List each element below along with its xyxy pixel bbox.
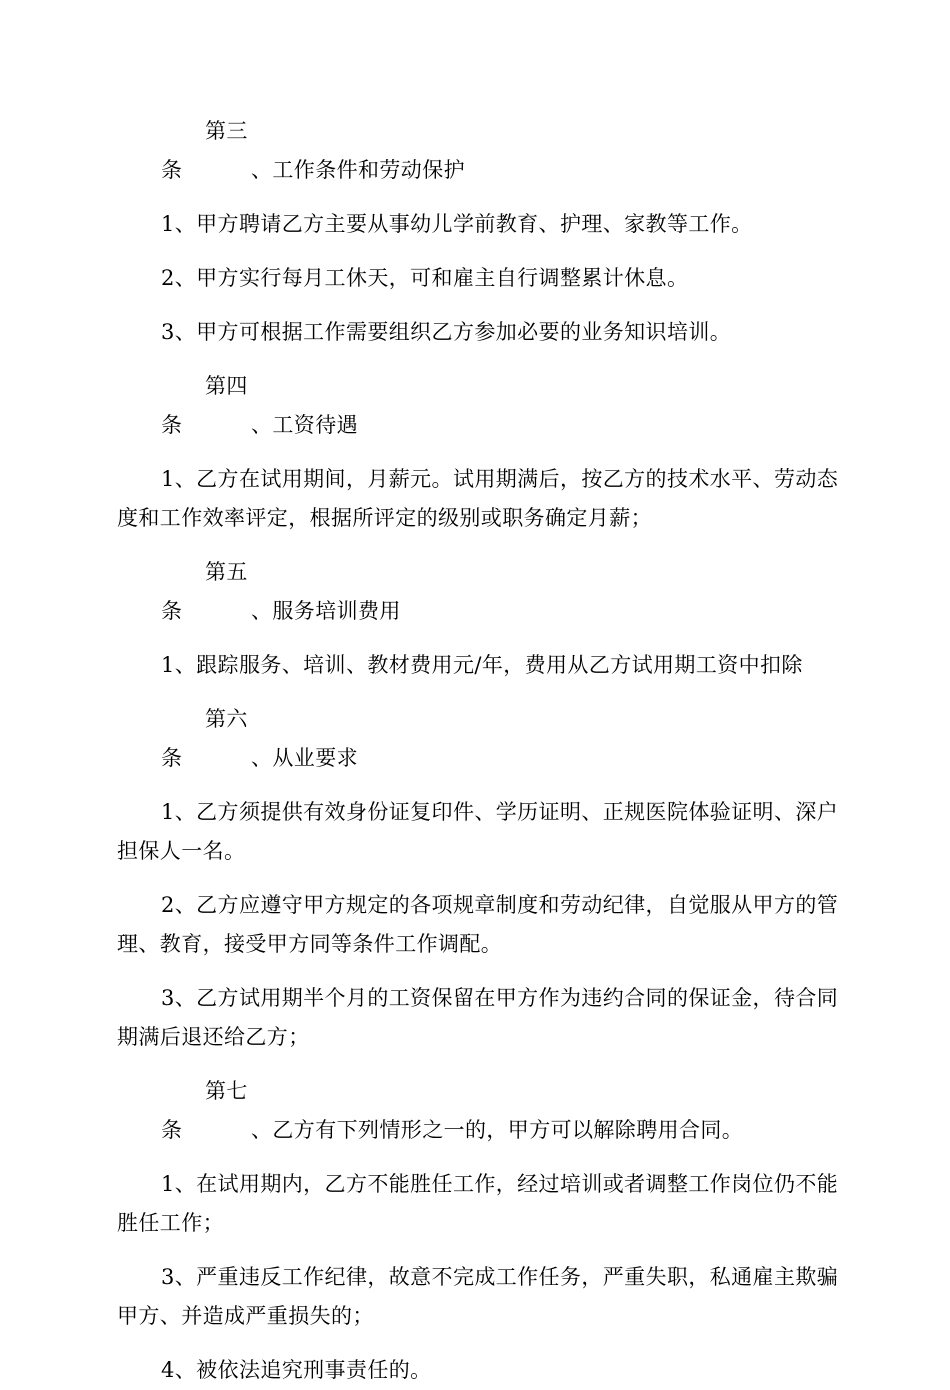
- article-7-heading: [117, 1072, 839, 1150]
- paragraph: 1、甲方聘请乙方主要从事幼儿学前教育、护理、家教等工作。: [161, 212, 753, 236]
- paragraph: 2、甲方实行每月工休天，可和雇主自行调整累计休息。: [161, 266, 689, 290]
- paragraph: 3、甲方可根据工作需要组织乙方参加必要的业务知识培训。: [161, 320, 732, 344]
- paragraph: 3、严重违反工作纪律，故意不完成工作任务，严重失职，私通雇主欺骗甲方、并造成严重损失的；: [117, 1265, 839, 1328]
- article-number: 第七条: [161, 1079, 248, 1142]
- paragraph: 1、跟踪服务、培训、教材费用元/年，费用从乙方试用期工资中扣除: [161, 653, 803, 677]
- paragraph: 2、乙方应遵守甲方规定的各项规章制度和劳动纪律，自觉服从甲方的管理、教育，接受甲方同等条件工作调配。: [117, 893, 839, 956]
- article-title: 、服务培训费用: [251, 599, 401, 623]
- article-title: 、从业要求: [251, 746, 358, 770]
- article-number: 第六条: [161, 707, 248, 770]
- article-5-heading: [117, 553, 839, 631]
- article-title: 、工资待遇: [251, 413, 358, 437]
- paragraph: 1、乙方在试用期间，月薪元。试用期满后，按乙方的技术水平、劳动态度和工作效率评定，根据所评定的级别或职务确定月薪；: [117, 467, 839, 530]
- article-6-heading: [117, 700, 839, 778]
- article-number: 第五条: [161, 560, 248, 623]
- article-3-heading: [117, 112, 839, 190]
- paragraph: 3、乙方试用期半个月的工资保留在甲方作为违约合同的保证金，待合同期满后退还给乙方；: [117, 986, 839, 1049]
- article-4-heading: [117, 367, 839, 445]
- article-number: 第四条: [161, 374, 248, 437]
- article-title: 、工作条件和劳动保护: [251, 158, 465, 182]
- document-body: [117, 112, 839, 1390]
- article-number: 第三条: [161, 119, 248, 182]
- paragraph: 4、被依法追究刑事责任的。: [161, 1358, 432, 1382]
- paragraph: 1、在试用期内，乙方不能胜任工作，经过培训或者调整工作岗位仍不能胜任工作；: [117, 1172, 839, 1235]
- paragraph: 1、乙方须提供有效身份证复印件、学历证明、正规医院体验证明、深户担保人一名。: [117, 800, 839, 863]
- article-title: 、乙方有下列情形之一的，甲方可以解除聘用合同。: [251, 1118, 744, 1142]
